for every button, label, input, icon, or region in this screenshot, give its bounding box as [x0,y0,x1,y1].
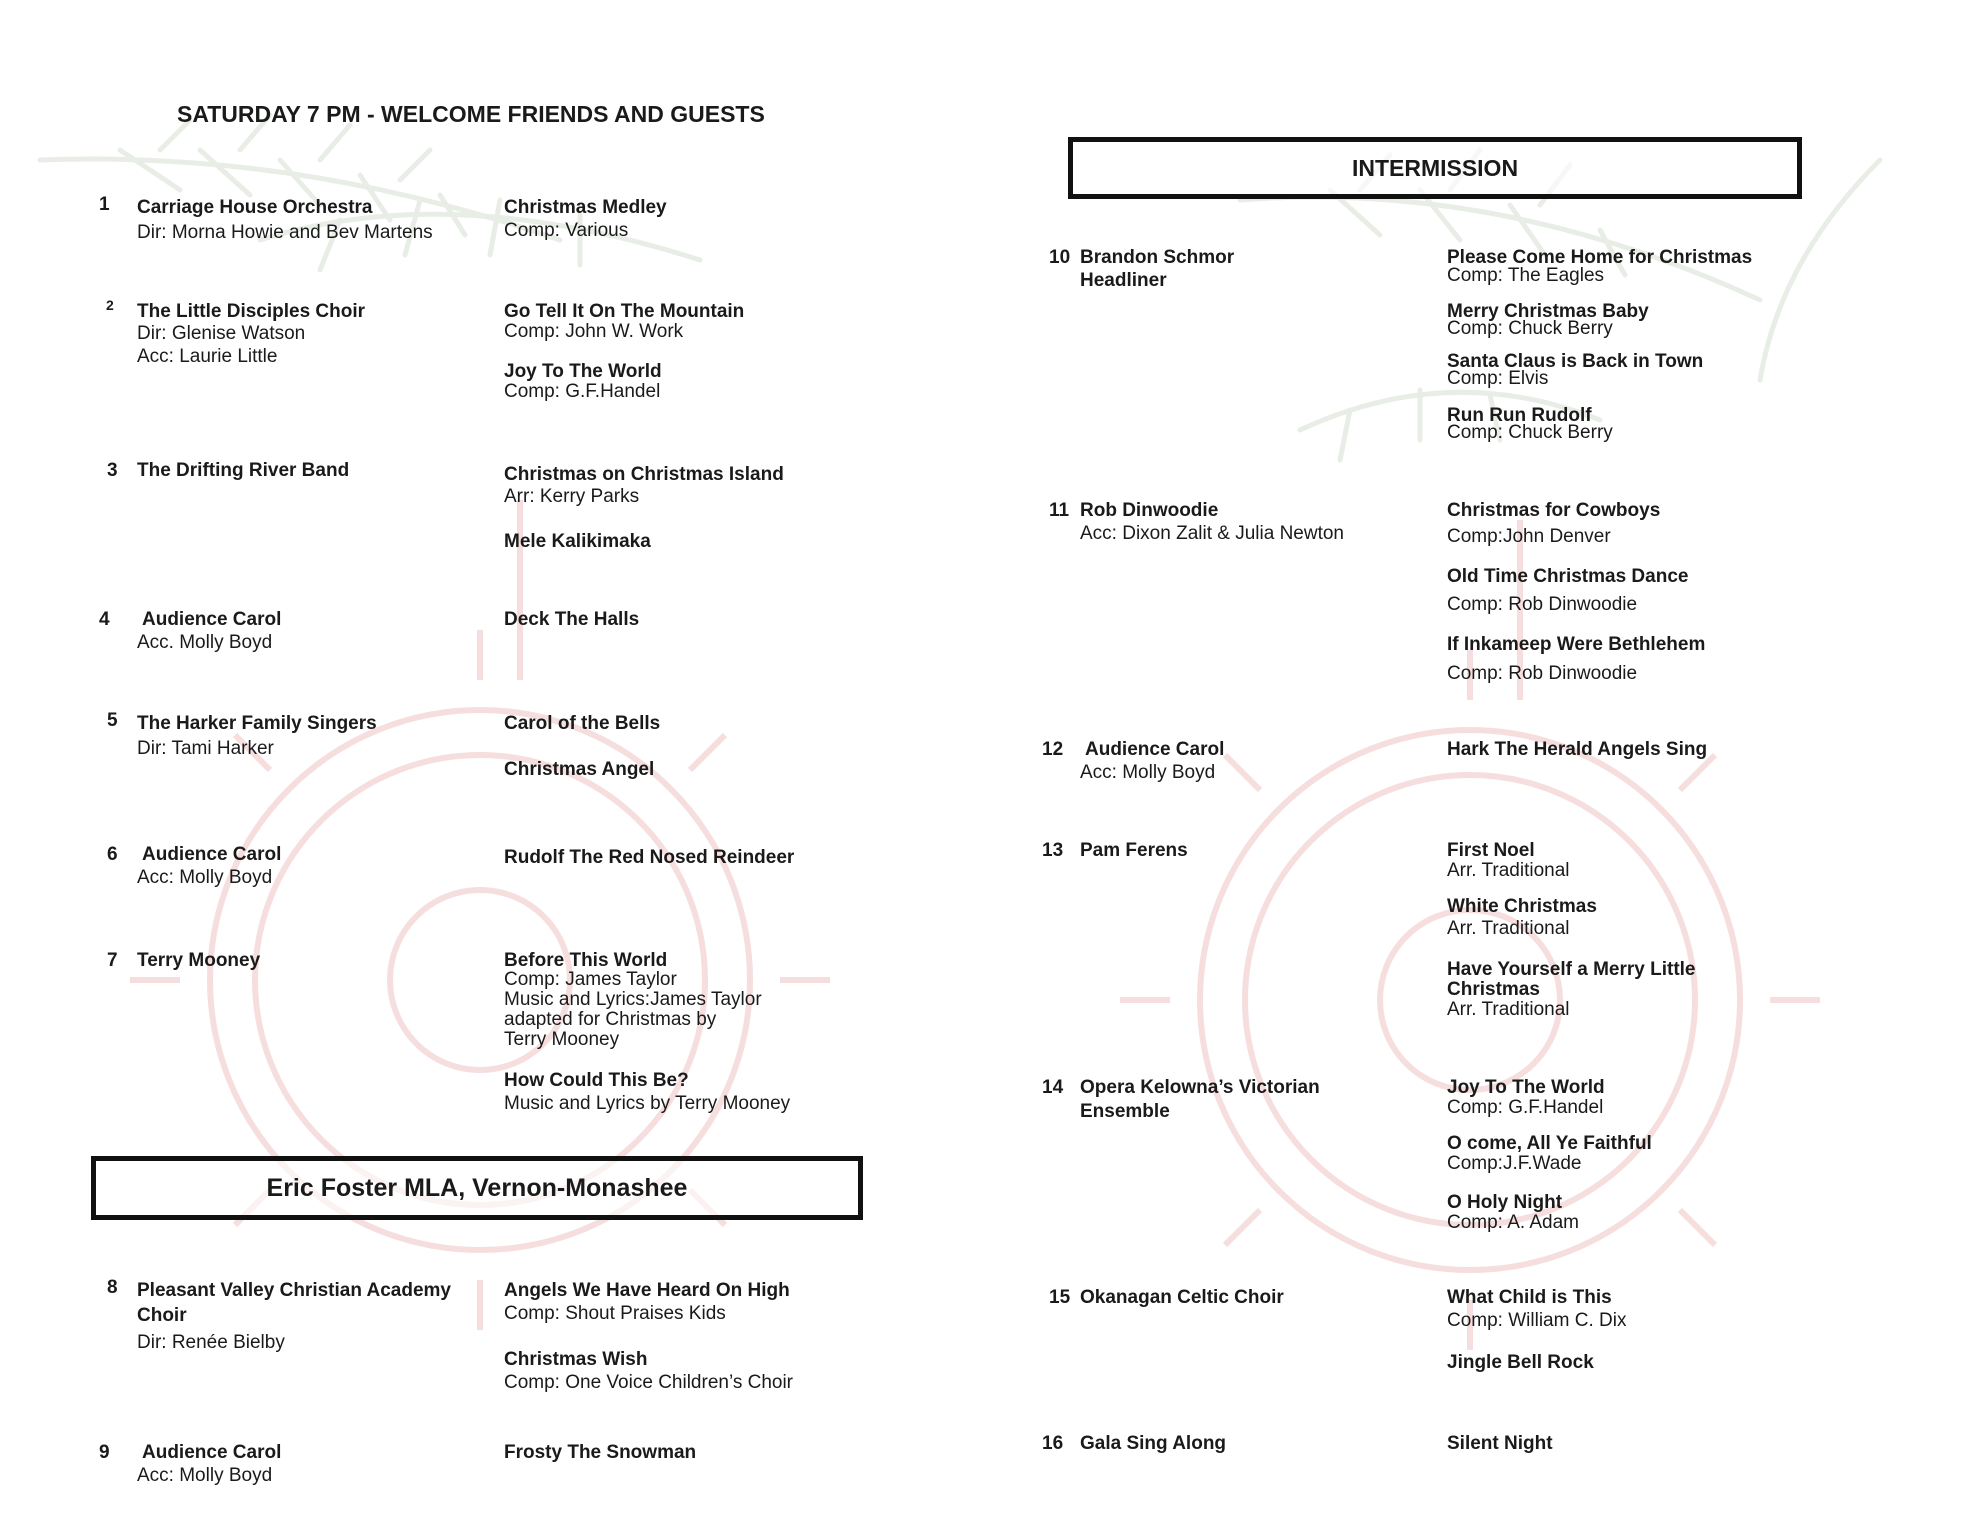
performer-detail: Acc: Dixon Zalit & Julia Newton [1080,523,1344,544]
performer-name: The Harker Family Singers [137,713,377,734]
song-credit: adapted for Christmas by [504,1009,717,1030]
performer-name: Pam Ferens [1080,840,1188,861]
song-title: O Holy Night [1447,1192,1563,1213]
performer-name: Pleasant Valley Christian Academy [137,1280,452,1301]
song-title: Have Yourself a Merry Little [1447,959,1696,980]
performer-detail: Acc: Molly Boyd [1080,762,1216,783]
song-title: Old Time Christmas Dance [1447,566,1689,587]
performer-detail: Acc: Laurie Little [137,346,278,367]
song-credit: Arr: Kerry Parks [504,486,640,507]
song-credit: Comp: Chuck Berry [1447,318,1613,339]
song-title: Frosty The Snowman [504,1442,697,1463]
song-title: Christmas on Christmas Island [504,464,784,485]
song-credit: Comp:John Denver [1447,526,1611,547]
song-title: Jingle Bell Rock [1447,1352,1594,1373]
song-title: Carol of the Bells [504,713,661,734]
act-number: 4 [99,609,110,630]
song-title: Hark The Herald Angels Sing [1447,739,1708,760]
song-credit: Terry Mooney [504,1029,620,1050]
song-credit: Comp: G.F.Handel [504,381,661,402]
intermission-label: INTERMISSION [1351,154,1519,181]
song-title: Mele Kalikimaka [504,531,651,552]
act-number: 6 [107,844,118,865]
song-title: Go Tell It On The Mountain [504,301,745,322]
act-number: 12 [1042,739,1064,760]
performer-detail: Acc. Molly Boyd [137,632,273,653]
act-number: 3 [107,460,118,481]
act-number: 13 [1042,840,1064,861]
act-number: 10 [1049,247,1071,268]
speaker-banner [91,1156,863,1220]
song-title: Christmas Medley [504,197,667,218]
song-title: Run Run Rudolf [1447,405,1592,426]
act-number: 16 [1042,1433,1064,1454]
performer-name: Carriage House Orchestra [137,197,373,218]
song-title: Santa Claus is Back in Town [1447,351,1704,372]
song-credit: Comp:J.F.Wade [1447,1153,1582,1174]
song-title: Please Come Home for Christmas [1447,247,1753,268]
program-heading: SATURDAY 7 PM - WELCOME FRIENDS AND GUESTS [177,101,765,127]
performer-name: Brandon Schmor [1080,247,1235,268]
song-title: Merry Christmas Baby [1447,301,1649,322]
song-credit: Comp: John W. Work [504,321,684,342]
song-credit: Comp: Chuck Berry [1447,422,1613,443]
performer-name: Terry Mooney [137,950,261,971]
performer-detail: Acc: Molly Boyd [137,867,273,888]
performer-name: Audience Carol [142,1442,282,1463]
act-number: 9 [99,1442,110,1463]
song-credit: Comp: The Eagles [1447,265,1605,286]
performer-detail: Dir: Renée Bielby [137,1332,285,1353]
song-title: Rudolf The Red Nosed Reindeer [504,847,795,868]
speaker-label: Eric Foster MLA, Vernon-Monashee [266,1173,688,1202]
song-title: Christmas Wish [504,1349,648,1370]
performer-name: Audience Carol [142,844,282,865]
performer-name: Okanagan Celtic Choir [1080,1287,1284,1308]
song-credit: Comp: One Voice Children’s Choir [504,1372,794,1393]
performer-name: Opera Kelowna’s Victorian [1080,1077,1320,1098]
song-credit: Comp: G.F.Handel [1447,1097,1604,1118]
song-title: White Christmas [1447,896,1597,917]
song-credit: Comp: Elvis [1447,368,1549,389]
song-credit: Music and Lyrics:James Taylor [504,989,762,1010]
act-number: 7 [107,950,118,971]
act-number: 15 [1049,1287,1071,1308]
song-title: First Noel [1447,840,1535,861]
song-credit: Arr. Traditional [1447,860,1570,881]
performer-detail: Dir: Glenise Watson [137,323,306,344]
act-number: 14 [1042,1077,1064,1098]
song-title: Before This World [504,950,668,971]
performer-name: The Little Disciples Choir [137,301,366,322]
act-number: 11 [1049,500,1070,521]
song-title: How Could This Be? [504,1070,689,1091]
act-number: 5 [107,710,118,731]
performer-name: Ensemble [1080,1101,1170,1122]
performer-name: The Drifting River Band [137,460,350,481]
act-number: 8 [107,1277,118,1298]
song-title: If Inkameep Were Bethlehem [1447,634,1706,655]
song-title: Christmas Angel [504,759,655,780]
song-title: Deck The Halls [504,609,640,630]
performer-detail: Acc: Molly Boyd [137,1465,273,1486]
song-title: Christmas [1447,979,1540,1000]
performer-detail: Dir: Morna Howie and Bev Martens [137,222,433,243]
performer-name: Headliner [1080,270,1167,291]
song-title: Christmas for Cowboys [1447,500,1661,521]
song-credit: Comp: A. Adam [1447,1212,1580,1233]
act-number: 2 [106,297,114,313]
performer-name: Gala Sing Along [1080,1433,1227,1454]
act-number: 1 [99,194,110,215]
performer-detail: Dir: Tami Harker [137,738,274,759]
song-title: What Child is This [1447,1287,1612,1308]
performer-name: Audience Carol [142,609,282,630]
song-title: Joy To The World [504,361,662,382]
song-title: Angels We Have Heard On High [504,1280,790,1301]
song-credit: Arr. Traditional [1447,918,1570,939]
song-credit: Comp: Rob Dinwoodie [1447,663,1638,684]
song-credit: Comp: Various [504,220,629,241]
song-credit: Music and Lyrics by Terry Mooney [504,1093,791,1114]
song-credit: Arr. Traditional [1447,999,1570,1020]
song-title: Silent Night [1447,1433,1553,1454]
song-credit: Comp: Shout Praises Kids [504,1303,726,1324]
song-credit: Comp: James Taylor [504,969,677,990]
song-title: O come, All Ye Faithful [1447,1133,1652,1154]
performer-name: Rob Dinwoodie [1080,500,1219,521]
song-credit: Comp: William C. Dix [1447,1310,1627,1331]
performer-name: Choir [137,1305,187,1326]
performer-name: Audience Carol [1085,739,1225,760]
intermission-banner [1068,137,1802,199]
song-credit: Comp: Rob Dinwoodie [1447,594,1638,615]
song-title: Joy To The World [1447,1077,1605,1098]
